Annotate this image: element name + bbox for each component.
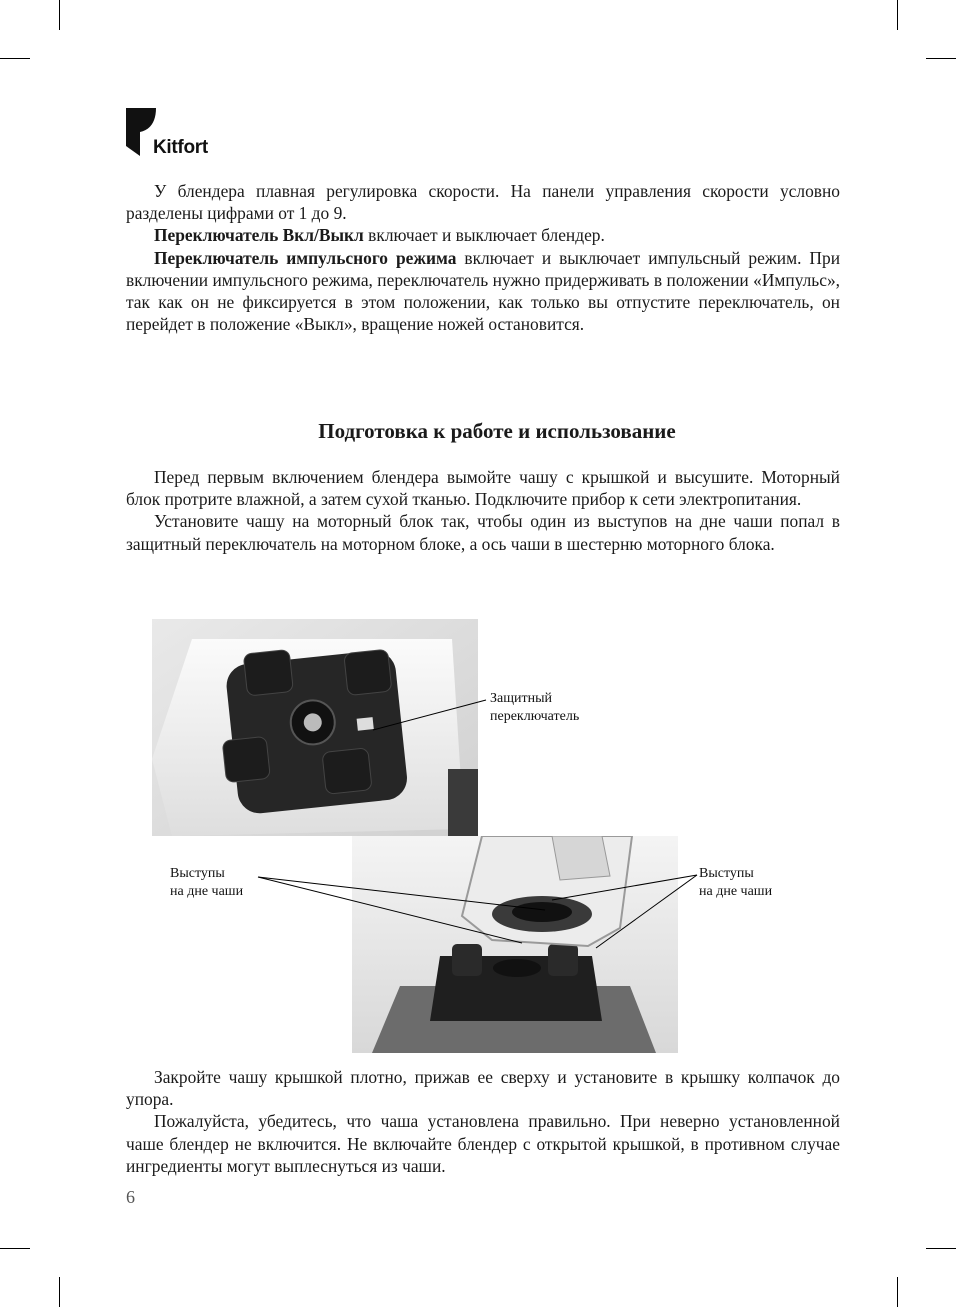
jar-placement-photo — [352, 836, 678, 1053]
page-number: 6 — [126, 1187, 135, 1207]
callout-line: переключатель — [490, 709, 580, 724]
crop-mark — [897, 1277, 898, 1307]
paragraph-text: включает и выключает блендер. — [363, 225, 605, 246]
paragraph — [126, 247, 840, 336]
callout-line: на дне чаши — [170, 884, 244, 899]
crop-mark — [0, 58, 30, 59]
crop-mark — [59, 1277, 60, 1307]
callout-line: Выступы — [699, 866, 754, 881]
term-pulse-switch: Переключатель импульсного режима — [154, 247, 457, 268]
paragraph: Перед первым включением блендера вымойте чашу с крышкой и высушите. Моторный блок протрите влажной, а затем сухой тканью. Подключите прибор к сети электропитания. — [126, 467, 840, 510]
callout-left-protrusions — [170, 865, 243, 901]
section-text — [126, 466, 840, 555]
crop-mark — [0, 1248, 30, 1249]
motor-base-photo — [152, 619, 478, 836]
section-title: Подготовка к работе и использование — [318, 419, 676, 443]
callout-safety-switch — [490, 690, 579, 726]
callout-right-protrusions — [699, 865, 772, 901]
paragraph-text: включает и выключает импульсный режим. При включении импульсного режима, переключатель нужно придерживать в положении «Импульс», так как он не фиксируется в этом положении, как только вы отпустите переключатель, он перейдет в положение «Выкл», вращение ножей остановится. — [126, 247, 840, 335]
callout-line: Выступы — [170, 866, 225, 881]
crop-mark — [926, 58, 956, 59]
paragraph: Пожалуйста, убедитесь, что чаша установлена правильно. При неверно установленной чаше блендер не включится. Не включайте блендер с открытой крышкой, в противном случае ингредиенты могут выплеснуться из чаши. — [126, 1111, 840, 1176]
intro-text — [126, 180, 840, 335]
term-on-off-switch: Переключатель Вкл/Выкл — [154, 225, 364, 246]
paragraph — [126, 224, 840, 246]
callout-line: Защитный — [490, 691, 553, 706]
brand-name: Kitfort — [153, 137, 208, 158]
paragraph: У блендера плавная регулировка скорости. На панели управления скорости условно разделены цифрами от 1 до 9. — [126, 181, 840, 224]
crop-mark — [59, 0, 60, 30]
paragraph: Закройте чашу крышкой плотно, прижав ее сверху и установите в крышку колпачок до упора. — [126, 1067, 840, 1110]
paragraph: Установите чашу на моторный блок так, чтобы один из выступов на дне чаши попал в защитный переключатель на моторном блоке, а ось чаши в шестерню моторного блока. — [126, 511, 840, 554]
crop-mark — [926, 1248, 956, 1249]
closing-text — [126, 1066, 840, 1177]
callout-line: на дне чаши — [699, 884, 773, 899]
crop-mark — [897, 0, 898, 30]
